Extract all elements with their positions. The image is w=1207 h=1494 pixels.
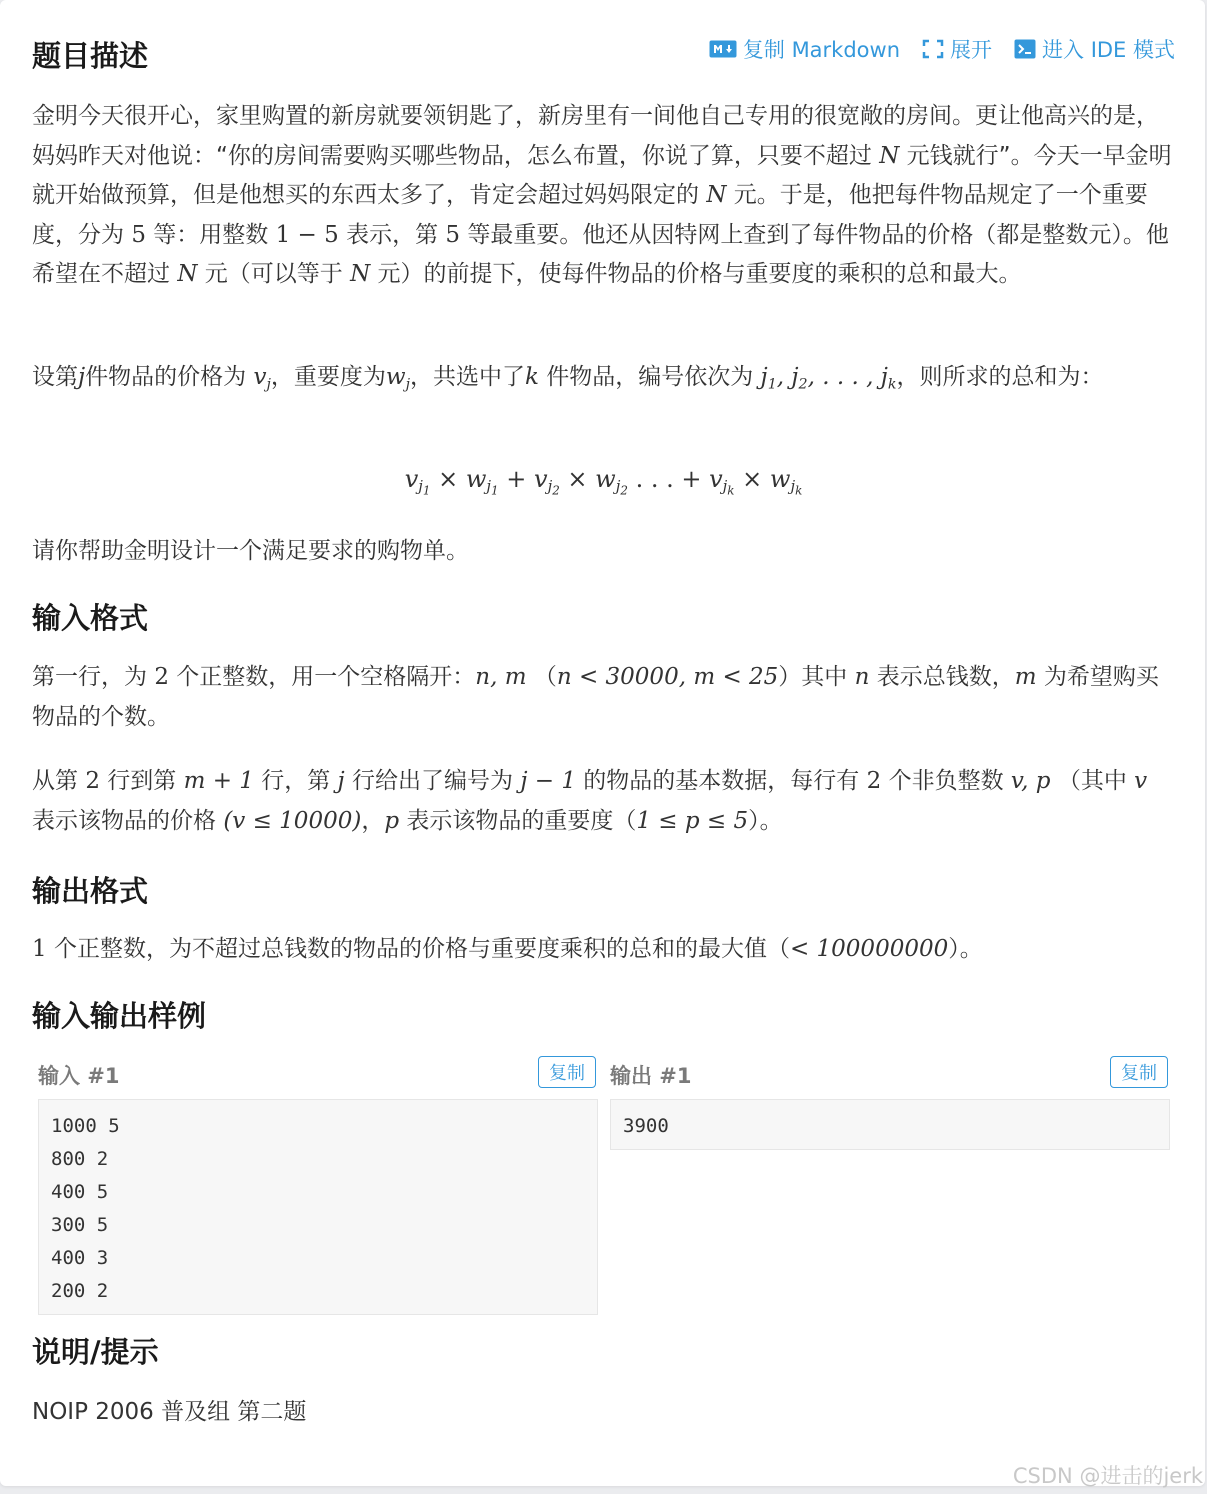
expand-icon xyxy=(922,39,944,59)
watermark: CSDN @进击的jerk xyxy=(1012,1464,1203,1488)
input-format-line-2: 从第 2 行到第 m + 1 行，第 j 行给出了编号为 j − 1 的物品的基本数据，每行有 2 个非负整数 v, p （其中 v 表示该物品的价格 (v ≤ 10000)，p 表示该物品的重要度（1 ≤ p ≤ 5）。 xyxy=(32,768,1148,834)
code-line: 3900 xyxy=(623,1115,669,1137)
description-paragraph-2 xyxy=(32,358,1177,398)
text: 等：用整数 xyxy=(153,221,269,248)
copy-input-button[interactable]: 复制 xyxy=(538,1056,596,1088)
sample-input-label: 输入 #1 xyxy=(38,1064,120,1088)
text: ，共选中了 xyxy=(409,364,525,390)
sum-formula: $v_{j_1} \times w_{j_1} + v_{j_2} \times w_{j_2}$ . . . + $v_{j_k} \times w_{j_k}$ xyxy=(404,465,803,499)
math-5: 5 xyxy=(131,221,146,248)
code-line: 1000 5 xyxy=(51,1115,120,1137)
terminal-icon xyxy=(1014,39,1036,59)
text: 元钱就行”。今天一早金明就开始做预算，但是他想买的东西太多了，肯定会超过妈妈限定的 xyxy=(32,142,1172,208)
input-format-line-1: 第一行，为 2 个正整数，用一个空格隔开：n, m （n < 30000, m < 25）其中 n 表示总钱数，m 为希望购买物品的个数。 xyxy=(32,664,1159,730)
ide-mode-label: 进入 IDE 模式 xyxy=(1042,38,1175,62)
markdown-icon xyxy=(709,40,737,58)
code-line: 300 5 xyxy=(51,1214,109,1236)
code-line: 200 2 xyxy=(51,1280,109,1302)
text: 元。于是，他把每件物品规定了一个重要度，分为 xyxy=(32,182,1148,248)
copy-markdown-label: 复制 Markdown xyxy=(742,38,901,62)
text: ，则所求的总和为： xyxy=(896,364,1104,390)
description-paragraph-3: 请你帮助金明设计一个满足要求的购物单。 xyxy=(32,538,469,564)
hint-text: NOIP 2006 普及组 第二题 xyxy=(32,1399,307,1425)
heading-input-format: 输入格式 xyxy=(32,601,149,635)
math-k: k xyxy=(524,364,539,390)
sample-output-box xyxy=(610,1099,1170,1150)
math-j: j xyxy=(78,364,86,390)
expand-button[interactable] xyxy=(922,34,992,64)
math-range: 1 − 5 xyxy=(275,221,339,248)
text: 设第 xyxy=(32,364,78,390)
math-N: N xyxy=(350,261,371,287)
text: 等最重要。他还从因特网上查到了每件物品的价格（都是整数元）。他希望在不超过 xyxy=(32,221,1169,287)
toolbar xyxy=(709,34,1175,64)
heading-description: 题目描述 xyxy=(32,39,149,73)
text: 表示，第 xyxy=(346,221,439,248)
code-line: 400 5 xyxy=(51,1181,109,1203)
copy-markdown-button[interactable] xyxy=(709,34,900,64)
text: 件物品的价格为 xyxy=(85,364,247,390)
copy-output-button[interactable]: 复制 xyxy=(1110,1056,1168,1088)
expand-label: 展开 xyxy=(950,38,993,62)
math-sequence: $j_1$, $j_2$, . . . , $j_k$ xyxy=(760,364,897,393)
description-paragraph-1 xyxy=(32,97,1177,295)
math-N: N xyxy=(879,142,900,169)
ide-mode-button[interactable] xyxy=(1014,34,1175,64)
text: 元（可以等于 xyxy=(204,261,343,287)
text: ，重要度为 xyxy=(270,364,386,390)
output-format-text: 1 个正整数，为不超过总钱数的物品的价格与重要度乘积的总和的最大值（< 100000000）。 xyxy=(32,936,983,962)
math-vj: $v_j$ xyxy=(253,364,271,393)
code-line: 800 2 xyxy=(51,1148,109,1170)
text: 件物品，编号依次为 xyxy=(546,364,754,390)
heading-output-format: 输出格式 xyxy=(32,874,149,908)
math-wj: $w_j$ xyxy=(385,364,410,393)
sample-output-label: 输出 #1 xyxy=(610,1064,692,1088)
text: 金明今天很开心，家里购置的新房就要领钥匙了，新房里有一间他自己专用的很宽敞的房间。更让他高兴的是，妈妈昨天对他说：“你的房间需要购买哪些物品，怎么布置，你说了算，只要不超过 xyxy=(32,103,1159,169)
code-line: 400 3 xyxy=(51,1247,109,1269)
math-5: 5 xyxy=(445,221,461,248)
text: 元）的前提下，使每件物品的价格与重要度的乘积的总和最大。 xyxy=(377,261,1022,287)
math-N: N xyxy=(177,261,198,287)
heading-samples: 输入输出样例 xyxy=(32,999,207,1033)
sample-input-box xyxy=(38,1099,598,1315)
heading-hint: 说明/提示 xyxy=(32,1335,159,1369)
math-N: N xyxy=(706,182,727,208)
